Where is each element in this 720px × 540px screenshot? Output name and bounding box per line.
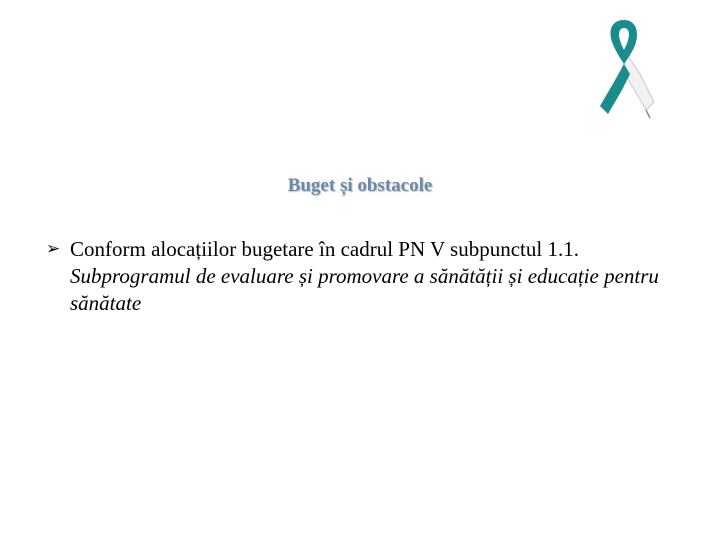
arrow-bullet-icon: ➢	[46, 239, 61, 259]
bullet-item	[46, 236, 696, 317]
awareness-ribbon-icon	[588, 16, 660, 124]
slide-title: Buget și obstacole	[287, 175, 433, 196]
bullet-text-italic: Subprogramul de evaluare și promovare a sănătății și educație pentru sănătate	[70, 264, 659, 315]
bullet-text	[70, 236, 696, 317]
bullet-text-normal: Conform alocațiilor bugetare în cadrul PN V subpunctul 1.1.	[70, 237, 579, 261]
